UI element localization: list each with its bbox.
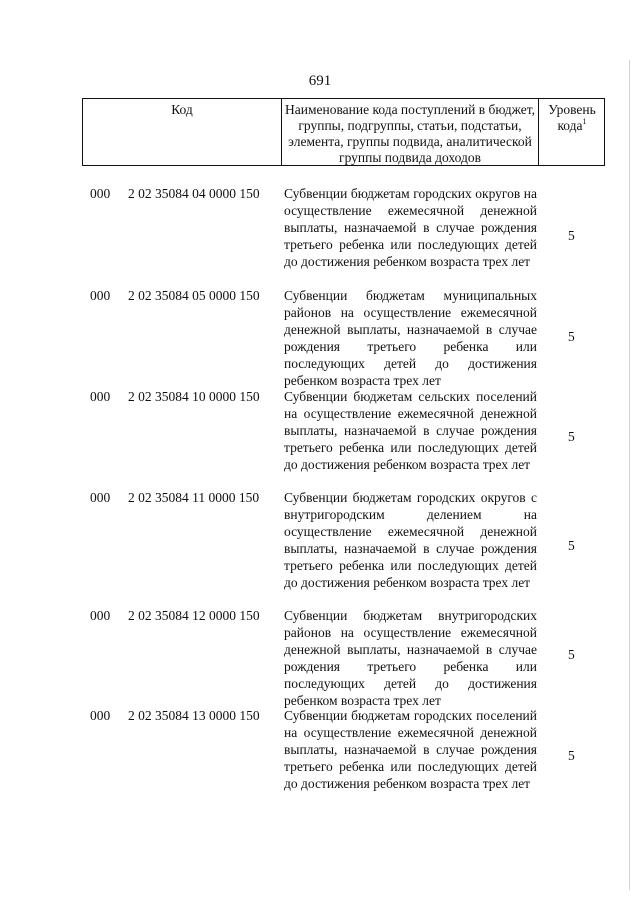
row-name: Субвенции бюджетам сельских поселений на осуществление ежемесячной денежной выплаты, назначаемой в случае рождения третьего ребенка или последующих детей до достижения ребенком возраста трех лет — [284, 389, 537, 472]
row-level: 5 — [568, 329, 575, 344]
row-name: Субвенции бюджетам муниципальных районов на осуществление ежемесячной денежной выплаты, назначаемой в случае рождения третьего ребенка или последующих детей до достижения ребенком возраста трех лет — [284, 288, 537, 388]
header-level-label: Уровень кода — [548, 102, 596, 133]
row-level: 5 — [568, 228, 575, 243]
row-code: 2 02 35084 04 0000 150 — [128, 186, 260, 201]
table-header — [82, 98, 605, 166]
row-prefix: 000 — [90, 490, 111, 505]
header-level-footnote: 1 — [582, 117, 587, 126]
row-level: 5 — [568, 748, 575, 763]
row-level: 5 — [568, 429, 575, 444]
page-number: 691 — [308, 73, 332, 89]
page-edge-line — [629, 60, 630, 890]
row-level: 5 — [568, 647, 575, 662]
row-name: Субвенции бюджетам городских поселений на осуществление ежемесячной денежной выплаты, назначаемой в случае рождения третьего ребенка или последующих детей до достижения ребенком возраста трех лет — [284, 708, 537, 791]
header-code-cell — [83, 99, 282, 165]
header-name-cell — [282, 99, 539, 165]
row-level: 5 — [568, 538, 575, 553]
header-level-wrap — [544, 102, 600, 134]
row-code: 2 02 35084 05 0000 150 — [128, 288, 260, 303]
row-code: 2 02 35084 11 0000 150 — [128, 490, 260, 505]
row-prefix: 000 — [90, 608, 111, 623]
header-name-label: Наименование кода поступлений в бюджет, группы, подгруппы, статьи, подстатьи, элемента, группы подвида, аналитической группы подвида доходов — [284, 102, 535, 165]
header-code-label: Код — [171, 102, 193, 117]
row-prefix: 000 — [90, 288, 111, 303]
row-code: 2 02 35084 13 0000 150 — [128, 708, 260, 723]
row-prefix: 000 — [90, 389, 111, 404]
row-code: 2 02 35084 10 0000 150 — [128, 389, 260, 404]
row-prefix: 000 — [90, 708, 111, 723]
row-code: 2 02 35084 12 0000 150 — [128, 608, 260, 623]
row-name: Субвенции бюджетам городских округов с внутригородским делением на осуществление ежемесячной денежной выплаты, назначаемой в случае рождения третьего ребенка или последующих детей до достижения ребенком возраста трех лет — [284, 490, 537, 590]
header-level-cell — [539, 99, 605, 165]
row-prefix: 000 — [90, 186, 111, 201]
row-name: Субвенции бюджетам внутригородских районов на осуществление ежемесячной денежной выплаты, назначаемой в случае рождения третьего ребенка или последующих детей до достижения ребенком возраста трех лет — [284, 608, 537, 708]
row-name: Субвенции бюджетам городских округов на осуществление ежемесячной денежной выплаты, назначаемой в случае рождения третьего ребенка или последующих детей до достижения ребенком возраста трех лет — [284, 186, 537, 269]
